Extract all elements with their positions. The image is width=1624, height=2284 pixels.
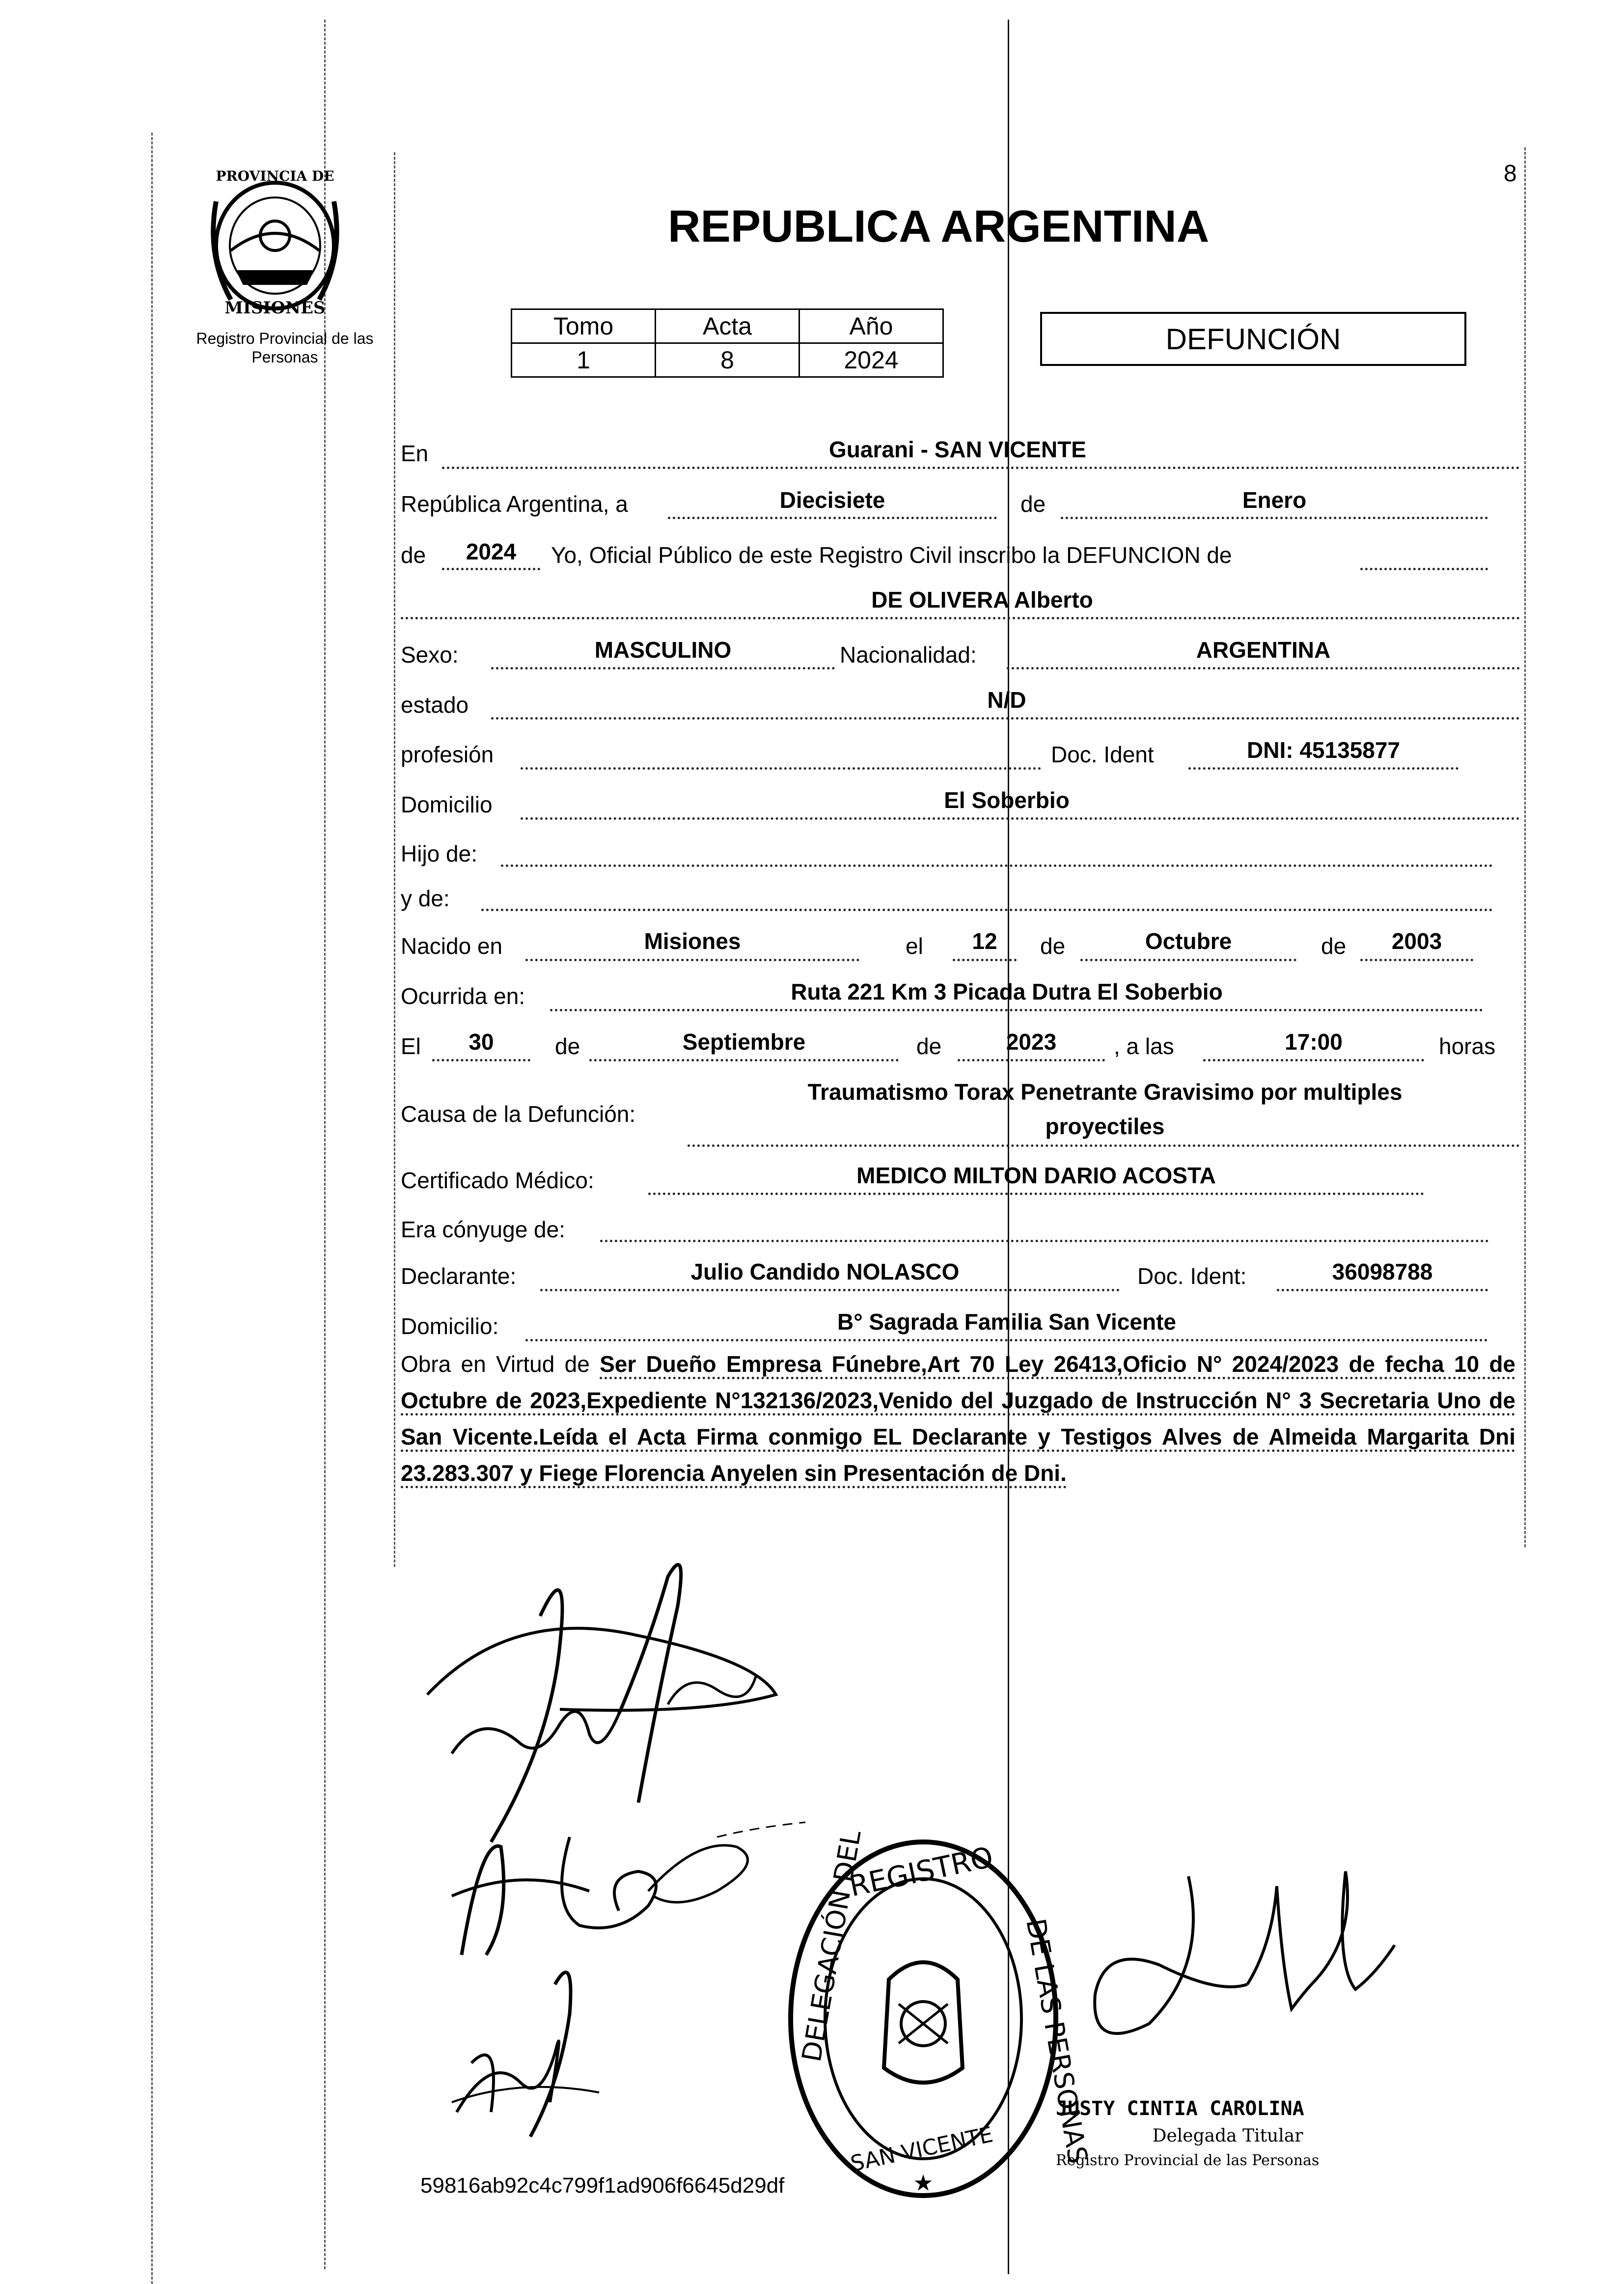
- nacido-value: Misiones: [644, 928, 741, 954]
- year-line: [442, 568, 540, 570]
- table-cell-tomo: 1: [512, 343, 656, 377]
- signature-3: [442, 1955, 648, 2142]
- table-header-anio: Año: [799, 309, 943, 343]
- doc-ident-value: DNI: 45135877: [1247, 737, 1400, 763]
- en-line: [442, 467, 1520, 469]
- causa-line1: Traumatismo Torax Penetrante Gravisimo por multiples: [807, 1079, 1403, 1105]
- stamp-role: Delegada Titular: [1152, 2126, 1303, 2146]
- year-value: 2024: [466, 539, 517, 564]
- stamp-registry: Registro Provincial de las Personas: [1056, 2152, 1320, 2169]
- certificado-value: MEDICO MILTON DARIO ACOSTA: [856, 1163, 1216, 1188]
- record-table: [511, 308, 944, 378]
- sexo-value: MASCULINO: [594, 637, 732, 663]
- form-border-left: [394, 152, 395, 1567]
- table-header-tomo: Tomo: [512, 309, 656, 343]
- nacionalidad-line: [1007, 667, 1520, 669]
- birth-year-line: [1360, 959, 1473, 961]
- estado-label: estado: [401, 692, 469, 718]
- svg-text:DE LAS PERSONAS: DE LAS PERSONAS: [1020, 1916, 1094, 2166]
- svg-text:SAN VICENTE: SAN VICENTE: [848, 2122, 995, 2177]
- y-de-label: y de:: [401, 886, 450, 911]
- death-time: 17:00: [1285, 1029, 1343, 1055]
- stamp-name: JUSTY CINTIA CAROLINA: [1056, 2097, 1304, 2120]
- certificado-label: Certificado Médico:: [401, 1168, 594, 1193]
- domicilio2-label: Domicilio:: [401, 1313, 499, 1339]
- death-time-line: [1203, 1059, 1424, 1061]
- signature-1: [413, 1547, 854, 1852]
- province-logo: [196, 157, 354, 319]
- signature-2: [442, 1817, 815, 1965]
- deceased-name: DE OLIVERA Alberto: [871, 587, 1093, 613]
- birth-de1: de: [1040, 933, 1066, 959]
- document-type-box: DEFUNCIÓN: [1040, 312, 1466, 366]
- obra-paragraph: [401, 1346, 1515, 1491]
- obra-prefix: Obra en Virtud de: [401, 1351, 590, 1377]
- conyuge-line: [600, 1240, 1489, 1242]
- form-border-right: [1524, 147, 1526, 1547]
- signature-delegate: [1061, 1866, 1404, 2102]
- ocurrida-line: [550, 1009, 1483, 1011]
- day-value: Diecisiete: [779, 487, 885, 513]
- birth-day: 12: [972, 928, 997, 954]
- birth-year: 2003: [1391, 928, 1442, 954]
- day-line: [668, 517, 997, 519]
- delegate-stamp: [1056, 2097, 1400, 2169]
- hijo-de-label: Hijo de:: [401, 841, 477, 866]
- declarante-doc-line: [1277, 1289, 1488, 1291]
- obra-text: Ser Dueño Empresa Fúnebre,Art 70 Ley 26413,Oficio N° 2024/2023 de fecha 10 de Octubre de 2023,Expediente N°132136/2023,Venido del Juzgado de Instrucción N° 3 Secretaria Uno de San Vicente.Leída el Acta Firma conmigo EL Declarante y Testigos Alves de Almeida Margarita Dni 23.283.307 y Fiege Florencia Anyelen sin Presentación de Dni.: [401, 1351, 1515, 1488]
- de-label2: de: [401, 542, 426, 568]
- death-year: 2023: [1006, 1029, 1057, 1055]
- svg-text:★: ★: [913, 2170, 934, 2196]
- causa-label: Causa de la Defunción:: [401, 1101, 636, 1127]
- nacionalidad-value: ARGENTINA: [1196, 637, 1331, 663]
- certificado-line: [648, 1193, 1424, 1195]
- page-title: REPUBLICA ARGENTINA: [668, 201, 1210, 251]
- causa-line: [688, 1144, 1520, 1147]
- svg-text:DELEGACIÓN DEL: DELEGACIÓN DEL: [796, 1828, 867, 2064]
- estado-value: N/D: [987, 687, 1026, 713]
- declarante-doc-label: Doc. Ident:: [1137, 1263, 1247, 1289]
- doc-ident-line: [1188, 767, 1459, 770]
- margin-line-left: [151, 133, 153, 2284]
- death-de2: de: [916, 1033, 942, 1059]
- profesion-label: profesión: [401, 742, 494, 767]
- domicilio2-value: B° Sagrada Familia San Vicente: [837, 1309, 1176, 1335]
- estado-line: [491, 717, 1520, 720]
- causa-line2: proyectiles: [1045, 1114, 1165, 1139]
- de-label: de: [1020, 491, 1046, 517]
- birth-de2: de: [1321, 933, 1347, 959]
- declarante-line: [540, 1289, 1120, 1291]
- domicilio-value: El Soberbio: [944, 787, 1070, 813]
- y-de-line: [481, 909, 1493, 911]
- ocurrida-label: Ocurrida en:: [401, 983, 525, 1009]
- ocurrida-value: Ruta 221 Km 3 Picada Dutra El Soberbio: [791, 979, 1223, 1004]
- month-value: Enero: [1242, 487, 1307, 513]
- birth-month: Octubre: [1145, 928, 1232, 954]
- document-hash: 59816ab92c4c799f1ad906f6645d29df: [420, 2173, 785, 2198]
- en-value: Guarani - SAN VICENTE: [829, 437, 1086, 462]
- svg-text:MISIONES: MISIONES: [224, 298, 326, 318]
- registry-name: Registro Provincial de las Personas: [196, 330, 374, 366]
- death-year-line: [958, 1059, 1105, 1061]
- official-seal: [781, 1828, 1094, 2205]
- domicilio-line: [521, 817, 1520, 820]
- el-label2: El: [401, 1033, 421, 1059]
- horas-label: horas: [1439, 1033, 1496, 1059]
- nacido-line: [525, 959, 859, 961]
- nacido-label: Nacido en: [401, 933, 503, 959]
- nacionalidad-label: Nacionalidad:: [840, 642, 977, 668]
- oficial-line: [1360, 568, 1488, 570]
- death-month: Septiembre: [682, 1029, 806, 1055]
- table-cell-acta: 8: [656, 343, 799, 377]
- death-month-line: [589, 1059, 899, 1061]
- sexo-label: Sexo:: [401, 642, 459, 668]
- profesion-line: [521, 767, 1041, 770]
- conyuge-label: Era cónyuge de:: [401, 1217, 566, 1242]
- declarante-label: Declarante:: [401, 1263, 517, 1289]
- table-cell-anio: 2024: [799, 343, 943, 377]
- republica-label: República Argentina, a: [401, 491, 628, 517]
- svg-text:REGISTRO: REGISTRO: [846, 1840, 996, 1903]
- table-header-acta: Acta: [656, 309, 799, 343]
- birth-month-line: [1080, 959, 1296, 961]
- death-de1: de: [555, 1033, 580, 1059]
- declarante-value: Julio Candido NOLASCO: [690, 1259, 960, 1284]
- doc-ident-label: Doc. Ident: [1051, 742, 1154, 767]
- birth-day-line: [953, 959, 1017, 961]
- name-line: [401, 617, 1520, 619]
- svg-text:PROVINCIA DE: PROVINCIA DE: [216, 168, 334, 184]
- oficial-text: Yo, Oficial Público de este Registro Civil inscribo la DEFUNCION de: [551, 542, 1232, 568]
- sexo-line: [491, 667, 835, 669]
- el-label: el: [906, 933, 923, 959]
- hijo-de-line: [501, 864, 1493, 867]
- en-label: En: [401, 441, 429, 466]
- death-day-line: [432, 1059, 530, 1061]
- page-number: 8: [1504, 161, 1517, 187]
- month-line: [1061, 517, 1488, 519]
- a-las-label: , a las: [1114, 1033, 1174, 1059]
- domicilio2-line: [525, 1339, 1488, 1341]
- domicilio-label: Domicilio: [401, 792, 493, 817]
- death-day: 30: [468, 1029, 494, 1055]
- declarante-doc-value: 36098788: [1332, 1259, 1433, 1284]
